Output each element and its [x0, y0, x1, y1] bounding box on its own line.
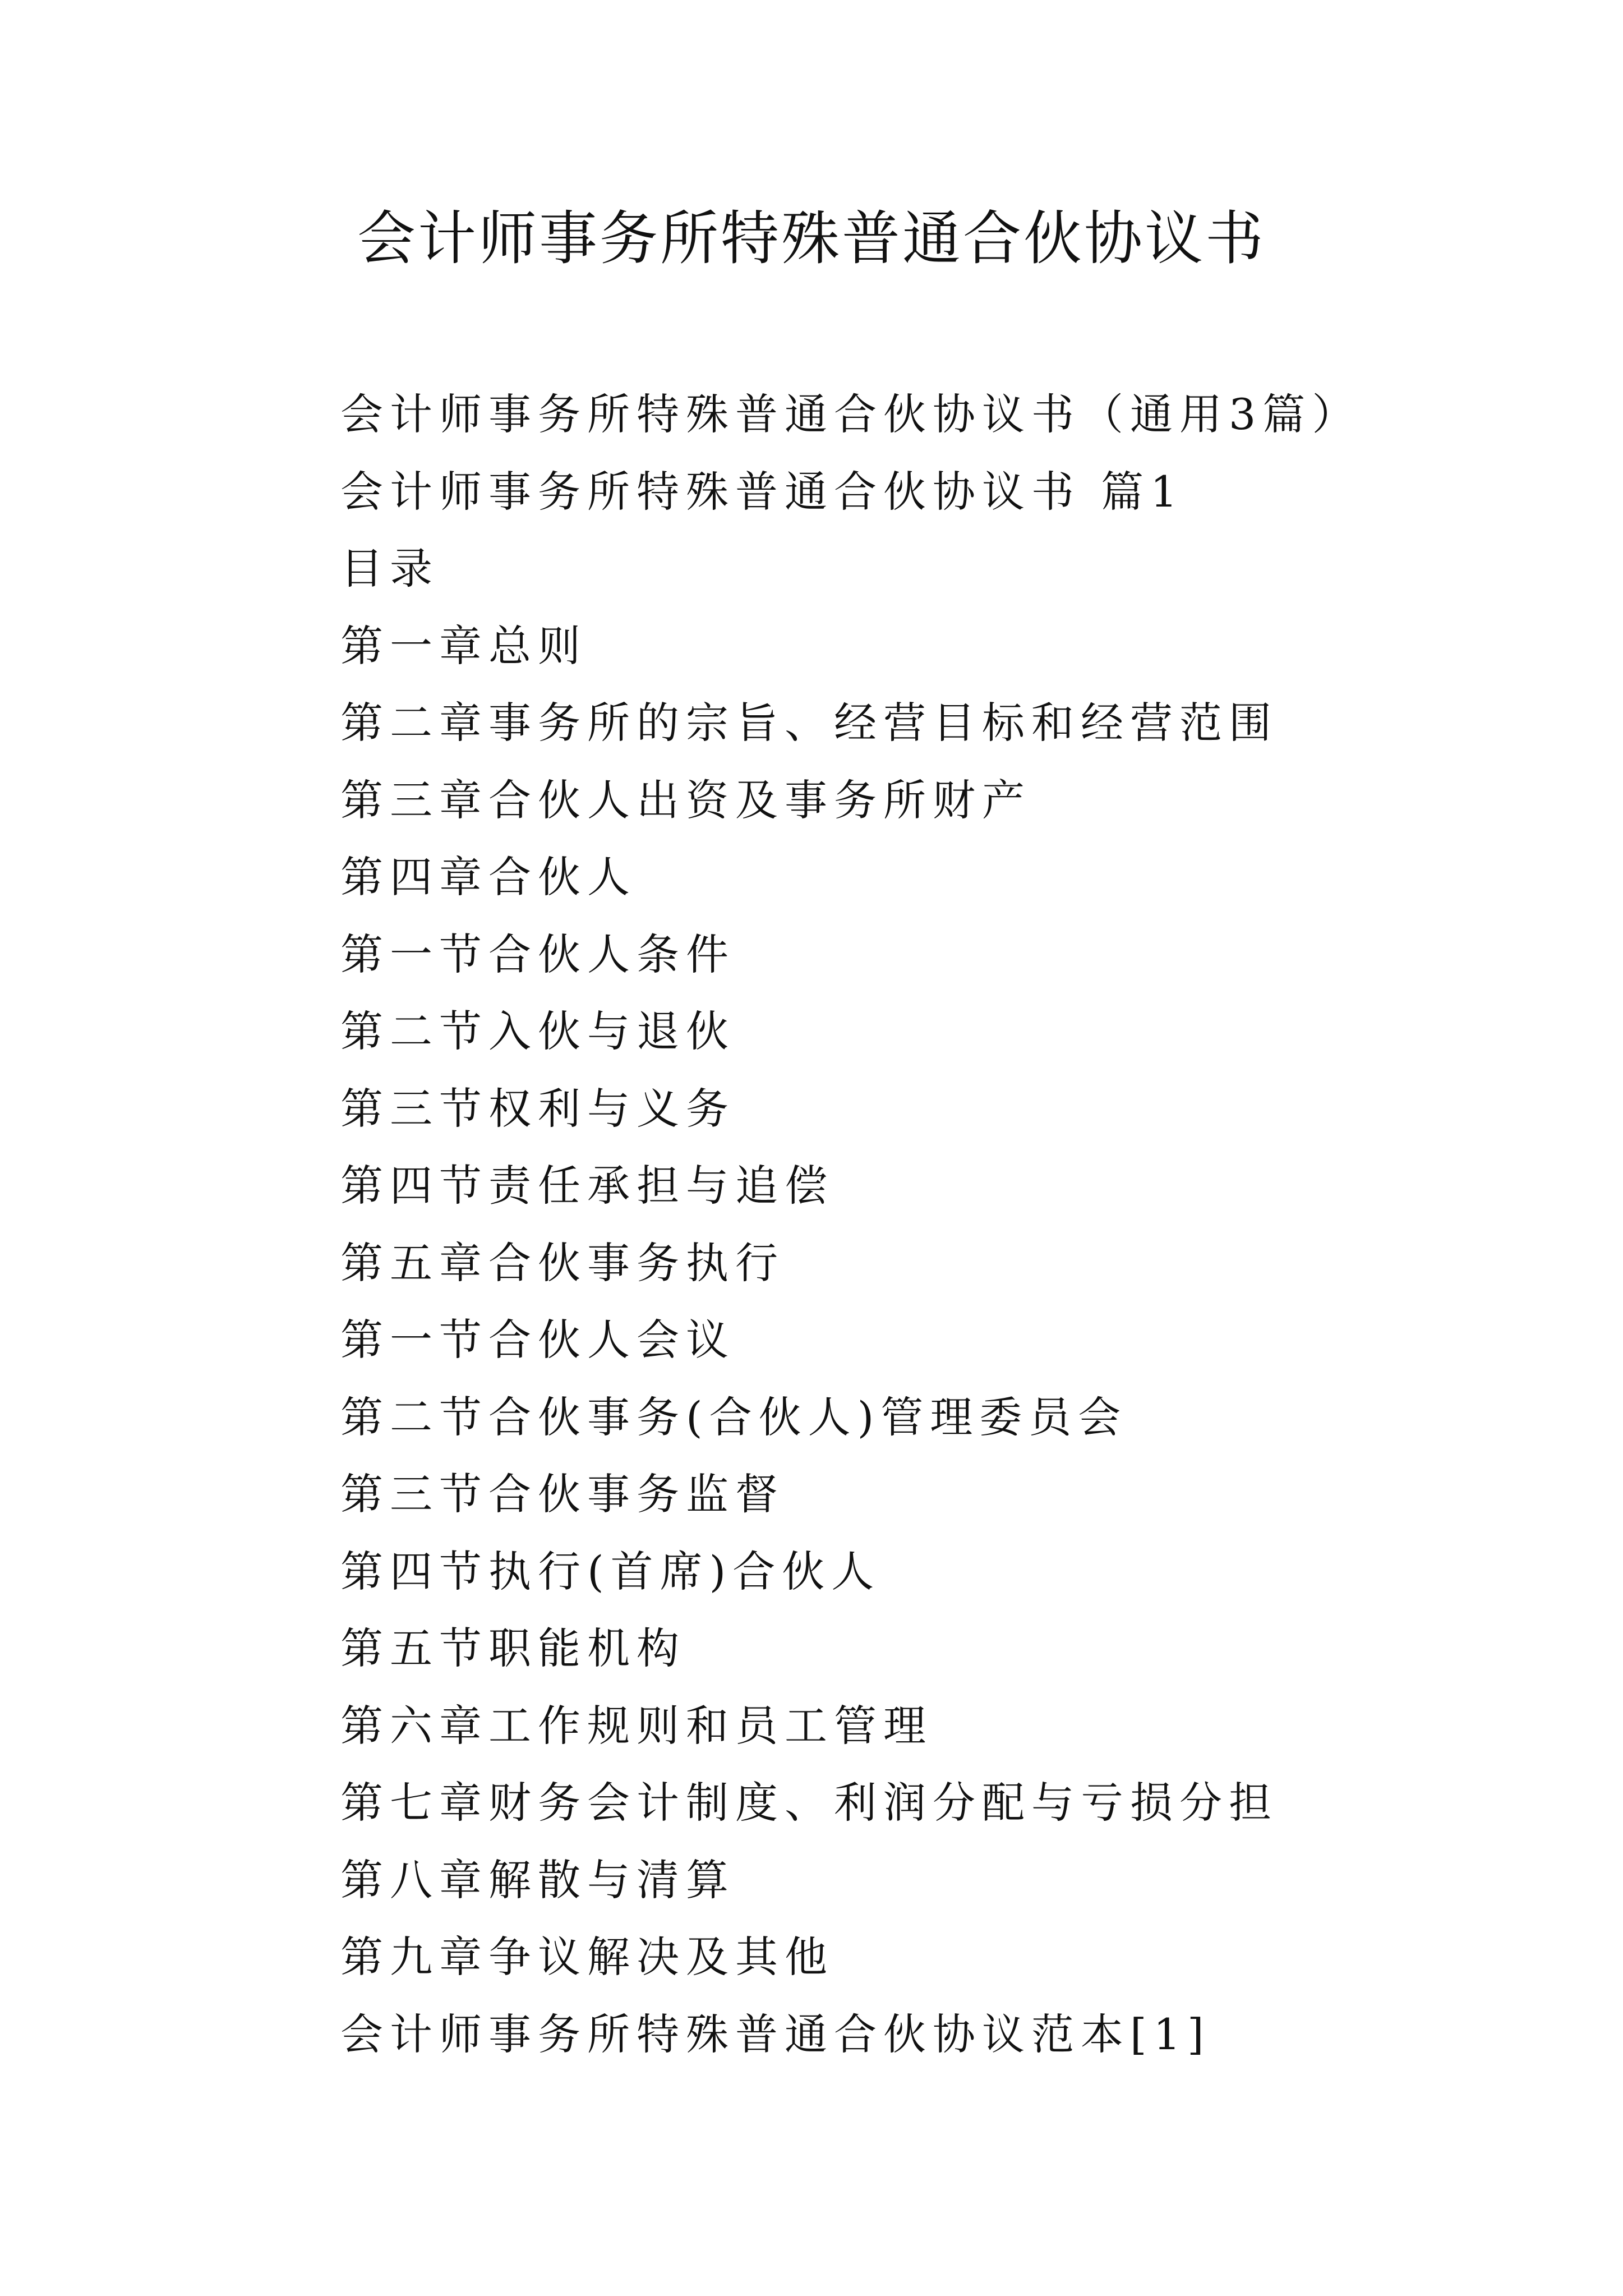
- toc-item: 第三章合伙人出资及事务所财产: [340, 775, 1031, 825]
- toc-item: 第二章事务所的宗旨、经营目标和经营范围: [340, 698, 1278, 748]
- section-heading: 会计师事务所特殊普通合伙协议范本[1]: [340, 2009, 1211, 2059]
- toc-item: 第五节职能机构: [340, 1623, 686, 1673]
- toc-item: 第二节合伙事务(合伙人)管理委员会: [340, 1392, 1128, 1442]
- toc-item: 第六章工作规则和员工管理: [340, 1700, 933, 1751]
- toc-item: 第三节权利与义务: [340, 1083, 735, 1134]
- document-body: [340, 376, 1518, 2073]
- toc-item: 第八章解散与清算: [340, 1855, 735, 1905]
- document-title: 会计师事务所特殊普通合伙协议书: [357, 204, 1266, 273]
- toc-item: 第一节合伙人条件: [340, 929, 735, 979]
- toc-item: 第一章总则: [340, 620, 587, 671]
- toc-item: 第四章合伙人: [340, 852, 637, 902]
- heading-line: 会计师事务所特殊普通合伙协议书（通用3篇）: [340, 389, 1362, 439]
- toc-item: 第一节合伙人会议: [340, 1315, 735, 1365]
- heading-line: 会计师事务所特殊普通合伙协议书 篇1: [340, 466, 1184, 517]
- toc-heading: 目录: [340, 544, 439, 593]
- toc-item: 第三节合伙事务监督: [340, 1469, 785, 1519]
- toc-item: 第四节责任承担与追偿: [340, 1161, 834, 1211]
- toc-item: 第九章争议解决及其他: [340, 1932, 834, 1982]
- toc-item: 第七章财务会计制度、利润分配与亏损分担: [340, 1778, 1278, 1828]
- toc-item: 第五章合伙事务执行: [340, 1237, 785, 1288]
- toc-item: 第四节执行(首席)合伙人: [340, 1546, 881, 1596]
- toc-item: 第二节入伙与退伙: [340, 1006, 735, 1056]
